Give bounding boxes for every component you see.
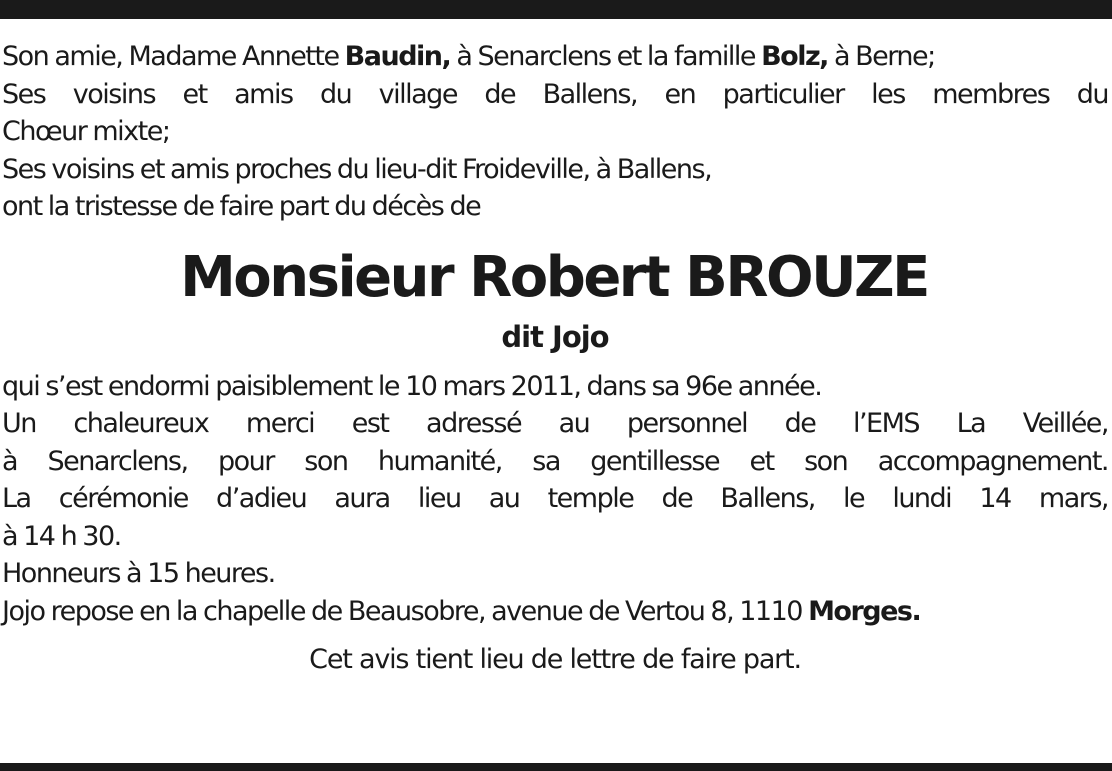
body-line-7 [2, 593, 1108, 631]
surname-bolz: Bolz, [761, 41, 828, 72]
body-line-2: Un chaleureux merci est adressé au personnel de l’EMS La Veillée, [2, 408, 1108, 439]
body-text: Jojo repose en la chapelle de Beausobre, avenue de Vertou 8, 1110 [2, 595, 809, 627]
obituary-notice [2, 38, 1108, 678]
body-line-4: La cérémonie d’adieu aura lieu au temple de Ballens, le lundi 14 mars, [2, 483, 1108, 514]
city-morges: Morges. [808, 595, 921, 627]
intro-text: à Senarclens et la famille [450, 41, 762, 72]
body-line-3: à Senarclens, pour son humanité, sa gentillesse et son accompagnement. [2, 445, 1108, 477]
intro-line-4: Ses voisins et amis proches du lieu-dit Froideville, à Ballens, [2, 153, 712, 185]
surname-baudin: Baudin, [344, 41, 451, 72]
body-line-6: Honneurs à 15 heures. [2, 558, 275, 589]
intro-text: Son amie, Madame Annette [2, 41, 345, 72]
intro-text: à Berne; [827, 41, 935, 72]
top-border-bar [0, 0, 1112, 19]
intro-line-5: ont la tristesse de faire part du décès de [2, 191, 481, 222]
intro-line-1 [2, 38, 1108, 76]
intro-line-3: Chœur mixte; [2, 116, 170, 147]
bottom-border-bar [0, 763, 1112, 771]
intro-line-2: Ses voisins et amis du village de Ballens, en particulier les membres du [2, 78, 1108, 110]
deceased-name: Monsieur Robert BROUZE [180, 244, 928, 310]
closing-statement: Cet avis tient lieu de lettre de faire part. [309, 644, 801, 675]
deceased-nickname: dit Jojo [501, 319, 609, 354]
body-line-5: à 14 h 30. [2, 520, 121, 552]
body-line-1: qui s’est endormi paisiblement le 10 mars 2011, dans sa 96e année. [2, 370, 822, 402]
